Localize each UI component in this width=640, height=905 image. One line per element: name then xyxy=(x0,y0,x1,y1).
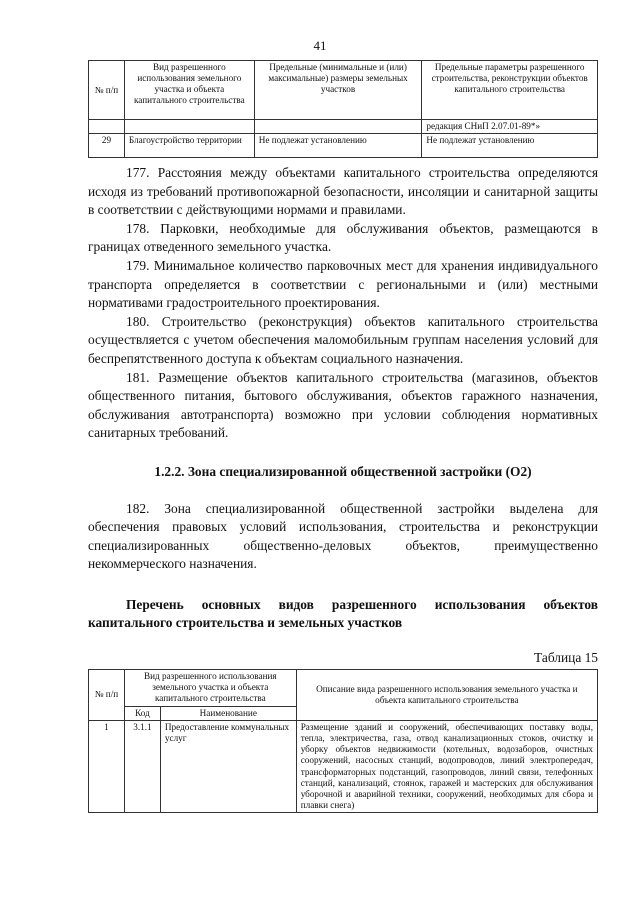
table2-row-desc: Размещение зданий и сооружений, обеспечивающих поставку воды, тепла, электричества, газа, отвод канализационных стоков, очистку и уборку объектов недвижимости (котельных, водозаборов, очистных сооружений, насосных станций, водопроводов, линий электропередач, трансформаторных подстанций, газопроводов, линий связи, телефонных станций, канализаций, стоянок, гаражей и мастерских для обслуживания уборочной и аварийной техники, сооружений, необходимых для сбора и плавки снега) xyxy=(296,720,597,813)
table1-cont-row xyxy=(89,120,598,134)
table-row xyxy=(89,720,598,813)
table-15 xyxy=(88,669,598,813)
table1-row-type: Благоустройство территории xyxy=(124,134,254,158)
table2-header-num: № п/п xyxy=(89,670,125,721)
table2-header-code: Код xyxy=(124,706,160,720)
table-caption: Таблица 15 xyxy=(534,650,598,665)
table1-header-row xyxy=(89,61,598,120)
table2-header-row xyxy=(89,670,598,707)
table2-row-code: 3.1.1 xyxy=(124,720,160,813)
paragraph-182: 182. Зона специализированной общественной застройки выделена для обеспечения правовых условий использования, строительства и реконструкции специализированных общественно-деловых объектов, преимущественно некоммерческого назначения. xyxy=(88,500,598,572)
section-heading: 1.2.2. Зона специализированной общественной застройки (О2) xyxy=(154,463,532,479)
table1-header-num: № п/п xyxy=(89,61,125,120)
table1-cont-text: редакция СНиП 2.07.01-89*» xyxy=(422,120,598,134)
list-heading: Перечень основных видов разрешенного использования объектов капитального строительства и земельных участков xyxy=(88,596,598,631)
paragraph-178: 178. Парковки, необходимые для обслуживания объектов, размещаются в границах отведенного земельного участка. xyxy=(88,220,598,255)
paragraph-180: 180. Строительство (реконструкция) объектов капитального строительства осуществляется с учетом обеспечения маломобильным группам населения условий для беспрепятственного доступа к объектам социального назначения. xyxy=(88,313,598,366)
paragraph-181: 181. Размещение объектов капитального строительства (магазинов, объектов общественного питания, бытового обслуживания, объектов гаражного назначения, обслуживания автотранспорта) возможно при условии соблюдения нормативных санитарных требований. xyxy=(88,369,598,441)
table2-header-name: Наименование xyxy=(160,706,296,720)
table-continuation xyxy=(88,60,598,158)
table2-row-name: Предоставление коммунальных услуг xyxy=(160,720,296,813)
table1-row-params: Не подлежат установлению xyxy=(422,134,598,158)
table1-header-type: Вид разрешенного использования земельного участка и объекта капитального строительства xyxy=(124,61,254,120)
table2-header-desc: Описание вида разрешенного использования земельного участка и объекта капитального строительства xyxy=(296,670,597,721)
table1-row-num: 29 xyxy=(89,134,125,158)
table1-header-sizes: Предельные (минимальные и (или) максимальные) размеры земельных участков xyxy=(254,61,422,120)
table-row xyxy=(89,134,598,158)
paragraph-177: 177. Расстояния между объектами капитального строительства определяются исходя из требований противопожарной безопасности, инсоляции и санитарной защиты в соответствии с действующими нормами и правилами. xyxy=(88,165,598,218)
document-body xyxy=(88,164,598,633)
table1-header-params: Предельные параметры разрешенного строительства, реконструкции объектов капитального строительства xyxy=(422,61,598,120)
paragraph-179: 179. Минимальное количество парковочных мест для хранения индивидуального транспорта определяется в соответствии с региональными и (или) местными нормативами градостроительного проектирования. xyxy=(88,257,598,311)
table2-header-type: Вид разрешенного использования земельного участка и объекта капитального строительства xyxy=(124,670,296,707)
table2-row-num: 1 xyxy=(89,720,125,813)
page-number: 41 xyxy=(313,38,327,53)
table1-row-sizes: Не подлежат установлению xyxy=(254,134,422,158)
